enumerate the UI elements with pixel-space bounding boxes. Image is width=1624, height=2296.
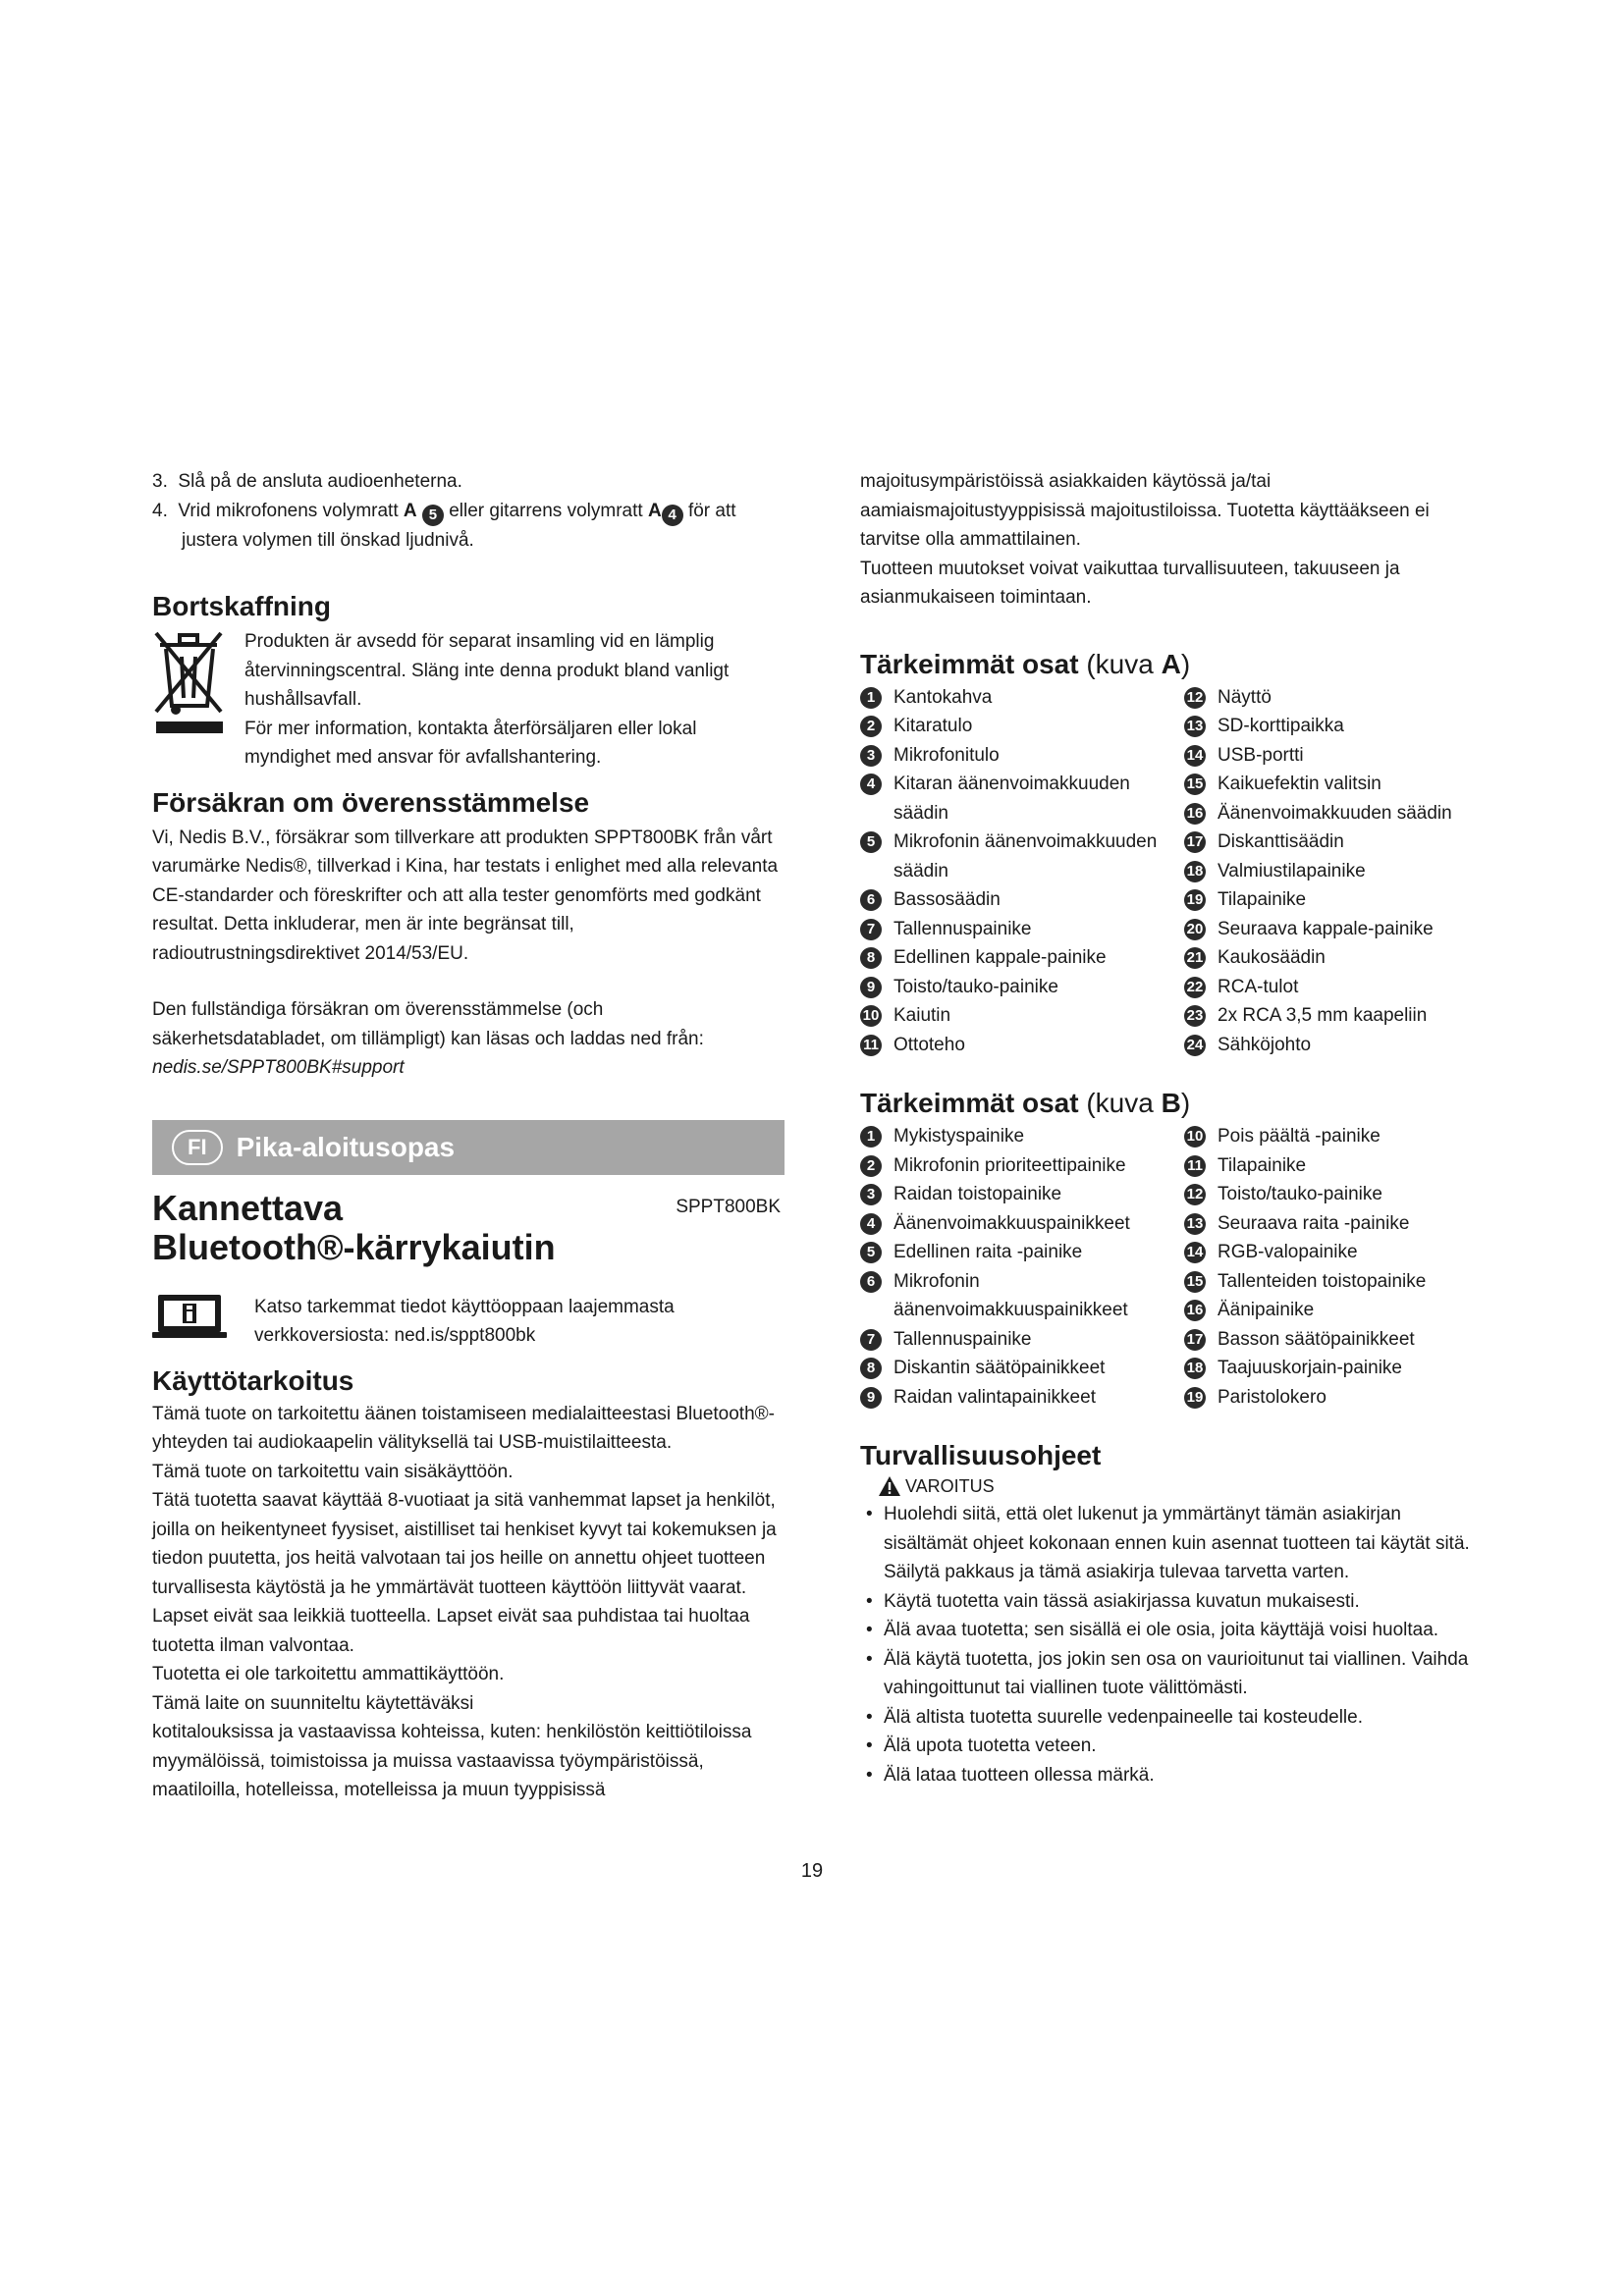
list-item: 5 Mikrofonin äänenvoimakkuuden säädin [860,828,1184,885]
list-item: 4 Äänenvoimakkuuspainikkeet [860,1209,1184,1239]
list-item: • Älä altista tuotetta suurelle vedenpaineelle tai kosteudelle. [860,1703,1489,1733]
list-item: • Huolehdi siitä, että olet lukenut ja ymmärtänyt tämän asiakirjan sisältämät ohjeet kokonaan ennen kuin asennat tuotteen tai käytät sitä. Säilytä pakkaus ja tämä asiakirja tulevaa tarvetta varten. [860,1500,1489,1587]
list-item: 9 Raidan valintapainikkeet [860,1383,1184,1413]
list-item: 15 Tallenteiden toistopainike [1184,1267,1489,1297]
list-item: 8 Diskantin säätöpainikkeet [860,1354,1184,1383]
list-item: 1 Mykistyspainike [860,1122,1184,1151]
list-item: • Käytä tuotetta vain tässä asiakirjassa kuvatun mukaisesti. [860,1587,1489,1617]
list-item: 21 Kaukosäädin [1184,943,1489,973]
list-item: 4 Kitaran äänenvoimakkuuden säädin [860,770,1184,828]
list-item: 19 Tilapainike [1184,885,1489,915]
product-title: Kannettava Bluetooth®-kärrykaiutin [152,1187,556,1267]
list-item: 2 Kitaratulo [860,712,1184,741]
parts-b-list [860,1122,1489,1412]
list-item: 10 Kaiutin [860,1001,1184,1031]
list-item: 3 Mikrofonitulo [860,741,1184,771]
callout-number: 5 [422,505,444,526]
list-item: • Älä lataa tuotteen ollessa märkä. [860,1761,1489,1790]
list-item: 23 2x RCA 3,5 mm kaapeliin [1184,1001,1489,1031]
parts-b-col-2 [1184,1122,1489,1412]
list-item: 19 Paristolokero [1184,1383,1489,1413]
list-item: 16 Äänenvoimakkuuden säädin [1184,799,1489,828]
disposal-heading: Bortskaffning [152,591,331,621]
conformity-text: Vi, Nedis B.V., försäkrar som tillverkare att produkten SPPT800BK från vårt varumärke Nedis®, tillverkad i Kina, har testats i enlighet med alla relevanta CE-standarder och föreskrifter och att alla tester genomförts med godkänt resultat. Detta inkluderar, men är inte begränsat till, radioutrustningsdirektivet 2014/53/EU. [152,827,779,964]
right-column [860,467,1489,1789]
parts-a-col-2 [1184,683,1489,1060]
left-column [152,467,781,1805]
list-item: 18 Valmiustilapainike [1184,857,1489,886]
safety-list [860,1500,1489,1789]
info-note [152,1293,781,1351]
list-item: 13 Seuraava raita -painike [1184,1209,1489,1239]
weee-crossed-bin-icon [152,627,227,735]
warning-triangle-icon [878,1475,901,1497]
list-item: 6 Bassosäädin [860,885,1184,915]
list-item: 13 SD-korttipaikka [1184,712,1489,741]
list-item: • Älä käytä tuotetta, jos jokin sen osa on vaurioitunut tai viallinen. Vaihda vahingoittunut tai viallinen tuote välittömästi. [860,1645,1489,1703]
list-item: 12 Toisto/tauko-painike [1184,1180,1489,1209]
parts-a-heading: Tärkeimmät osat (kuva A) [860,648,1191,679]
list-item: 6 Mikrofonin äänenvoimakkuuspainikkeet [860,1267,1184,1325]
disposal-block [152,627,781,773]
list-item: 17 Basson säätöpainikkeet [1184,1325,1489,1355]
product-header [152,1189,781,1267]
list-item: 3 Raidan toistopainike [860,1180,1184,1209]
list-item: 15 Kaikuefektin valitsin [1184,770,1489,799]
conformity-text-2: Den fullständiga försäkran om överensstämmelse (och säkerhetsdatabladet, om tillämpligt) kan läsas och laddas ned från: [152,999,704,1049]
intended-use-heading: Käyttötarkoitus [152,1364,354,1396]
list-item: 10 Pois päältä -painike [1184,1122,1489,1151]
parts-b-col-1 [860,1122,1184,1412]
warning-label: VAROITUS [878,1472,1489,1500]
steps-list [152,467,781,555]
language-badge: FI [172,1130,223,1165]
callout-number: 4 [662,505,683,526]
list-item: 18 Taajuuskorjain-painike [1184,1354,1489,1383]
intro-text-1: majoitusympäristöissä asiakkaiden käytössä ja/tai aamiaismajoitustyyppisissä majoitustiloissa. Tuotetta käyttääkseen ei tarvitse olla ammattilainen. [860,471,1430,550]
list-item: 14 RGB-valopainike [1184,1238,1489,1267]
list-item: 12 Näyttö [1184,683,1489,713]
list-item: 7 Tallennuspainike [860,915,1184,944]
list-item: • Älä avaa tuotetta; sen sisällä ei ole osia, joita käyttäjä voisi huoltaa. [860,1616,1489,1645]
laptop-manual-icon [152,1293,227,1340]
list-item: 22 RCA-tulot [1184,973,1489,1002]
page-number: 19 [800,1860,824,1882]
section-bar [152,1120,785,1175]
list-item: • Älä upota tuotetta veteen. [860,1732,1489,1761]
parts-a-list [860,683,1489,1060]
intro-text-2: Tuotteen muutokset voivat vaikuttaa turvallisuuteen, takuuseen ja asianmukaiseen toimintaan. [860,558,1400,608]
list-item: 14 USB-portti [1184,741,1489,771]
list-item: 2 Mikrofonin prioriteettipainike [860,1151,1184,1181]
list-item: 20 Seuraava kappale-painike [1184,915,1489,944]
list-item: 9 Toisto/tauko-painike [860,973,1184,1002]
info-text: Katso tarkemmat tiedot käyttöoppaan laajemmasta verkkoversiosta: ned.is/sppt800bk [254,1296,675,1346]
list-item: 17 Diskanttisäädin [1184,828,1489,857]
disposal-text-1: Produkten är avsedd för separat insamling vid en lämplig återvinningscentral. Släng inte denna produkt bland vanligt hushållsavfall. [244,631,730,710]
parts-b-heading: Tärkeimmät osat (kuva B) [860,1088,1191,1118]
conformity-heading: Försäkran om överensstämmelse [152,786,590,818]
disposal-text-2: För mer information, kontakta återförsäljaren eller lokal myndighet med ansvar för avfallshantering. [244,718,697,768]
list-item: 7 Tallennuspainike [860,1325,1184,1355]
list-item: 11 Tilapainike [1184,1151,1489,1181]
step-4: 4. Vrid mikrofonens volymratt A 5 eller gitarrens volymratt A 4 för att justera volymen till önskad ljudnivå. [152,500,736,551]
list-item: 8 Edellinen kappale-painike [860,943,1184,973]
safety-heading: Turvallisuusohjeet [860,1440,1102,1470]
intended-use-body: Tämä tuote on tarkoitettu äänen toistamiseen medialaitteestasi Bluetooth®-yhteyden tai audiokaapelin välityksellä tai USB-muistilaitteesta. Tämä tuote on tarkoitettu vain sisäkäyttöön. Tätä tuotetta saavat käyttää 8-vuotiaat ja sitä vanhemmat lapset ja henkilöt, joilla on heikentyneet fyysiset, aistilliset tai henkiset kyvyt tai kokemuksen ja tiedon puutetta, jos heitä valvotaan tai jos heille on annettu ohjeet tuotteen turvallisesta käytöstä ja he ymmärtävät tuotteen käyttöön liittyvät vaarat. Lapset eivät saa leikkiä tuotteella. Lapset eivät saa puhdistaa tai huoltaa tuotetta ilman valvontaa. Tuotetta ei ole tarkoitettu ammattikäyttöön. Tämä laite on suunniteltu käytettäväksi kotitalouksissa ja vastaavissa kohteissa, kuten: henkilöstön keittiötiloissa myymälöissä, toimistoissa ja muissa vastaavissa työympäristöissä, maatiloilla, hotelleissa, motelleissa ja muun tyyppisissä [152,1403,777,1800]
list-item: 5 Edellinen raita -painike [860,1238,1184,1267]
product-code: SPPT800BK [676,1196,781,1217]
list-item: 16 Äänipainike [1184,1296,1489,1325]
list-item: 1 Kantokahva [860,683,1184,713]
parts-a-col-1 [860,683,1184,1060]
step-3: 3. Slå på de ansluta audioenheterna. [152,471,462,492]
list-item: 11 Ottoteho [860,1031,1184,1060]
list-item: 24 Sähköjohto [1184,1031,1489,1060]
section-title: Pika-aloitusopas [236,1131,456,1162]
conformity-link[interactable]: nedis.se/SPPT800BK#support [152,1057,405,1078]
